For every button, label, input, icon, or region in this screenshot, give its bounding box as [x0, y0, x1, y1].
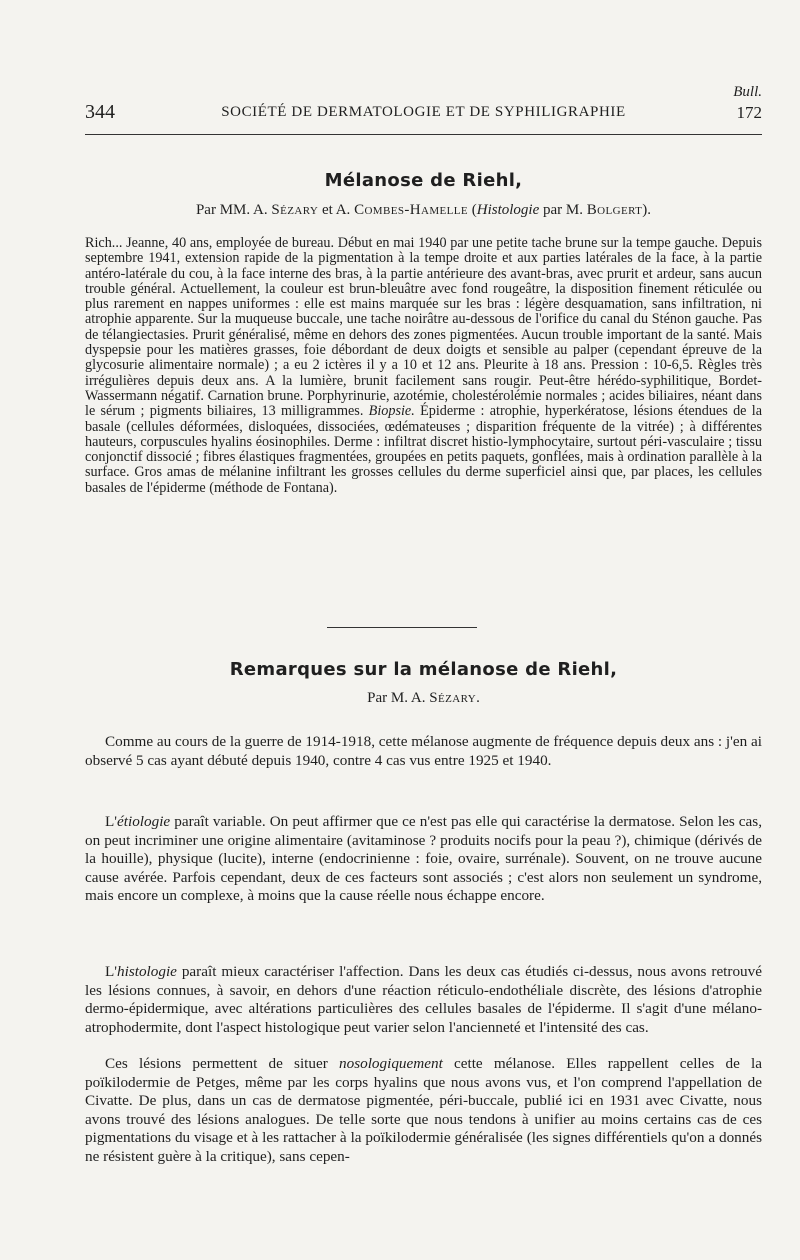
- article2-title: Remarques sur la mélanose de Riehl,: [229, 659, 618, 680]
- histologie-term: histologie: [117, 963, 177, 980]
- paragraph-text: paraît variable. On peut affirmer que ce n'est pas elle qui caractérise la dermatose. Selon les cas, on peut incriminer une origine alimentaire (avitaminose ? produits nocifs pour la peau ?), chimique (dérivés de la houille), physique (lucite), interne (endocrinienne : foie, ovaire, surrénale). Souvent, on ne trouve aucune cause avérée. Parfois cependant, deux de ces facteurs sont associés ; c'est alors non seulement un syndrome, mais encore un complexe, à moins que la cause réelle nous échappe encore.: [85, 813, 762, 905]
- byline-text: ).: [642, 202, 652, 218]
- byline-text: (: [468, 202, 477, 218]
- section-separator: [327, 627, 477, 628]
- article2-paragraph-4: [85, 1055, 762, 1167]
- etiologie-term: étiologie: [117, 813, 171, 830]
- article2-byline: [85, 690, 762, 707]
- author-name: Bolgert: [586, 202, 643, 218]
- byline-text: Par M. A.: [367, 690, 430, 706]
- author-name: Combes-Hamelle: [354, 202, 468, 218]
- bulletin-number: 172: [736, 103, 762, 122]
- biopsie-label: Biopsie.: [368, 403, 415, 420]
- article1-paragraph: [85, 236, 762, 496]
- article2-paragraph-2: [85, 813, 762, 906]
- paragraph-text: paraît mieux caractériser l'affection. Dans les deux cas étudiés ci-dessus, nous avons retrouvé les lésions connues, à savoir, en dehors d'une réaction réticulo-endothéliale discrète, des lésions d'atrophie dermo-épidermique, avec altérations particulières des cellules basales de l'épiderme. Il s'agit d'une mélano-atrophodermite, dont l'aspect histologique peut varier selon l'ancienneté et l'intensité des cas.: [85, 963, 762, 1036]
- histologie-label: Histologie: [476, 202, 540, 218]
- author-name: Sézary: [271, 202, 319, 218]
- byline-text: et A.: [318, 202, 355, 218]
- author-name: Sézary: [429, 690, 477, 706]
- running-header: [85, 101, 762, 125]
- article2-paragraph-3: [85, 963, 762, 1037]
- running-head-title: SOCIÉTÉ DE DERMATOLOGIE ET DE SYPHILIGRAPHIE: [221, 104, 626, 120]
- case-text: Épiderme : atrophie, hyperkératose, lésions étendues de la basale (cellules déformées, disloquées, dissociées, œdémateuses ; disparition fréquente de la vitrée) ; à différentes hauteurs, corpuscules hyalins éosinophiles. Derme : infiltrat discret histio-lymphocytaire, surtout péri-vasculaire ; tissu conjonctif dissocié ; fibres élastiques fragmentées, groupées en petits paquets, gonflées, mais à ordination parallèle à la surface. Gros amas de mélanine infiltrant les grosses cellules du derme superficiel ainsi que, par places, les cellules basales de l'épiderme (méthode de Fontana).: [85, 403, 762, 496]
- byline-text: Par MM. A.: [195, 202, 272, 218]
- byline-text: .: [476, 690, 480, 706]
- paragraph-text: Ces lésions permettent de situer: [105, 1055, 340, 1072]
- paragraph-text: cette mélanose. Elles rappellent celles de la poïkilodermie de Petges, même par les corps hyalins que nous avons vus, et l'on comprend l'appellation de Civatte. De plus, dans un cas de dermatose pigmentée, péri-buccale, publié ici en 1931 avec Civatte, nous avons trouvé des lésions analogues. De telle sorte que nous tendons à unifier au moins certains cas de ces pigmentations du visage et à les rattacher à la poïkilodermie généralisée (les signes différentiels qu'on a donnés ne résistent guère à la critique), sans cepen-: [85, 1055, 762, 1165]
- page-number: 344: [85, 101, 115, 123]
- nosologiquement-term: nosologiquement: [339, 1055, 443, 1072]
- paragraph-text: L': [105, 813, 118, 830]
- article1-title: Mélanose de Riehl,: [324, 170, 523, 191]
- case-text: Rich... Jeanne, 40 ans, employée de bureau. Début en mai 1940 par une petite tache brune sur la tempe gauche. Depuis septembre 1941, extension rapide de la pigmentation à la tempe droite et aux parties latérales de la face, à la partie antéro-latérale du cou, à la face interne des bras, à la partie antérieure des avant-bras, avec prurit et ardeur, sans aucun trouble général. Actuellement, la couleur est brun-bleuâtre avec fond rougeâtre, la disposition finement réticulée ou plus rarement en nappes uniformes : elle est mains marquée sur les bras : légère desquamation, sans infiltration, ni atrophie apparente. Sur la muqueuse buccale, une tache noirâtre au-dessous de l'orifice du canal du Sténon gauche. Pas de télangiectasies. Prurit généralisé, même en dehors des zones pigmentées. Aucun trouble important de la santé. Mais dyspepsie pour les matières grasses, foie débordant de deux doigts et sensible au palper (cependant épreuve de la glycosurie alimentaire normale) ; a eu 2 ictères il y a 10 et 12 ans. Pleurite à 18 ans. Pression : 10-6,5. Règles très irrégulières depuis deux ans. A la lumière, brunit facilement sans rougir. Peut-être hérédo-syphilitique, Bordet-Wassermann négatif. Carnation brune. Porphyrinurie, azotémie, cholestérolémie normales ; acides biliaires, néant dans le sérum ; pigments biliaires, 13 milligrammes.: [85, 235, 762, 420]
- article2-paragraph-1: Comme au cours de la guerre de 1914-1918, cette mélanose augmente de fréquence depuis deux ans : j'en ai observé 5 cas ayant débuté depuis 1940, contre 4 cas vus entre 1925 et 1940.: [85, 733, 762, 769]
- paragraph-text: L': [105, 963, 118, 980]
- bulletin-label: Bull.: [733, 84, 762, 100]
- header-rule: [85, 134, 762, 135]
- byline-text: par M.: [539, 202, 587, 218]
- article1-byline: [85, 202, 762, 219]
